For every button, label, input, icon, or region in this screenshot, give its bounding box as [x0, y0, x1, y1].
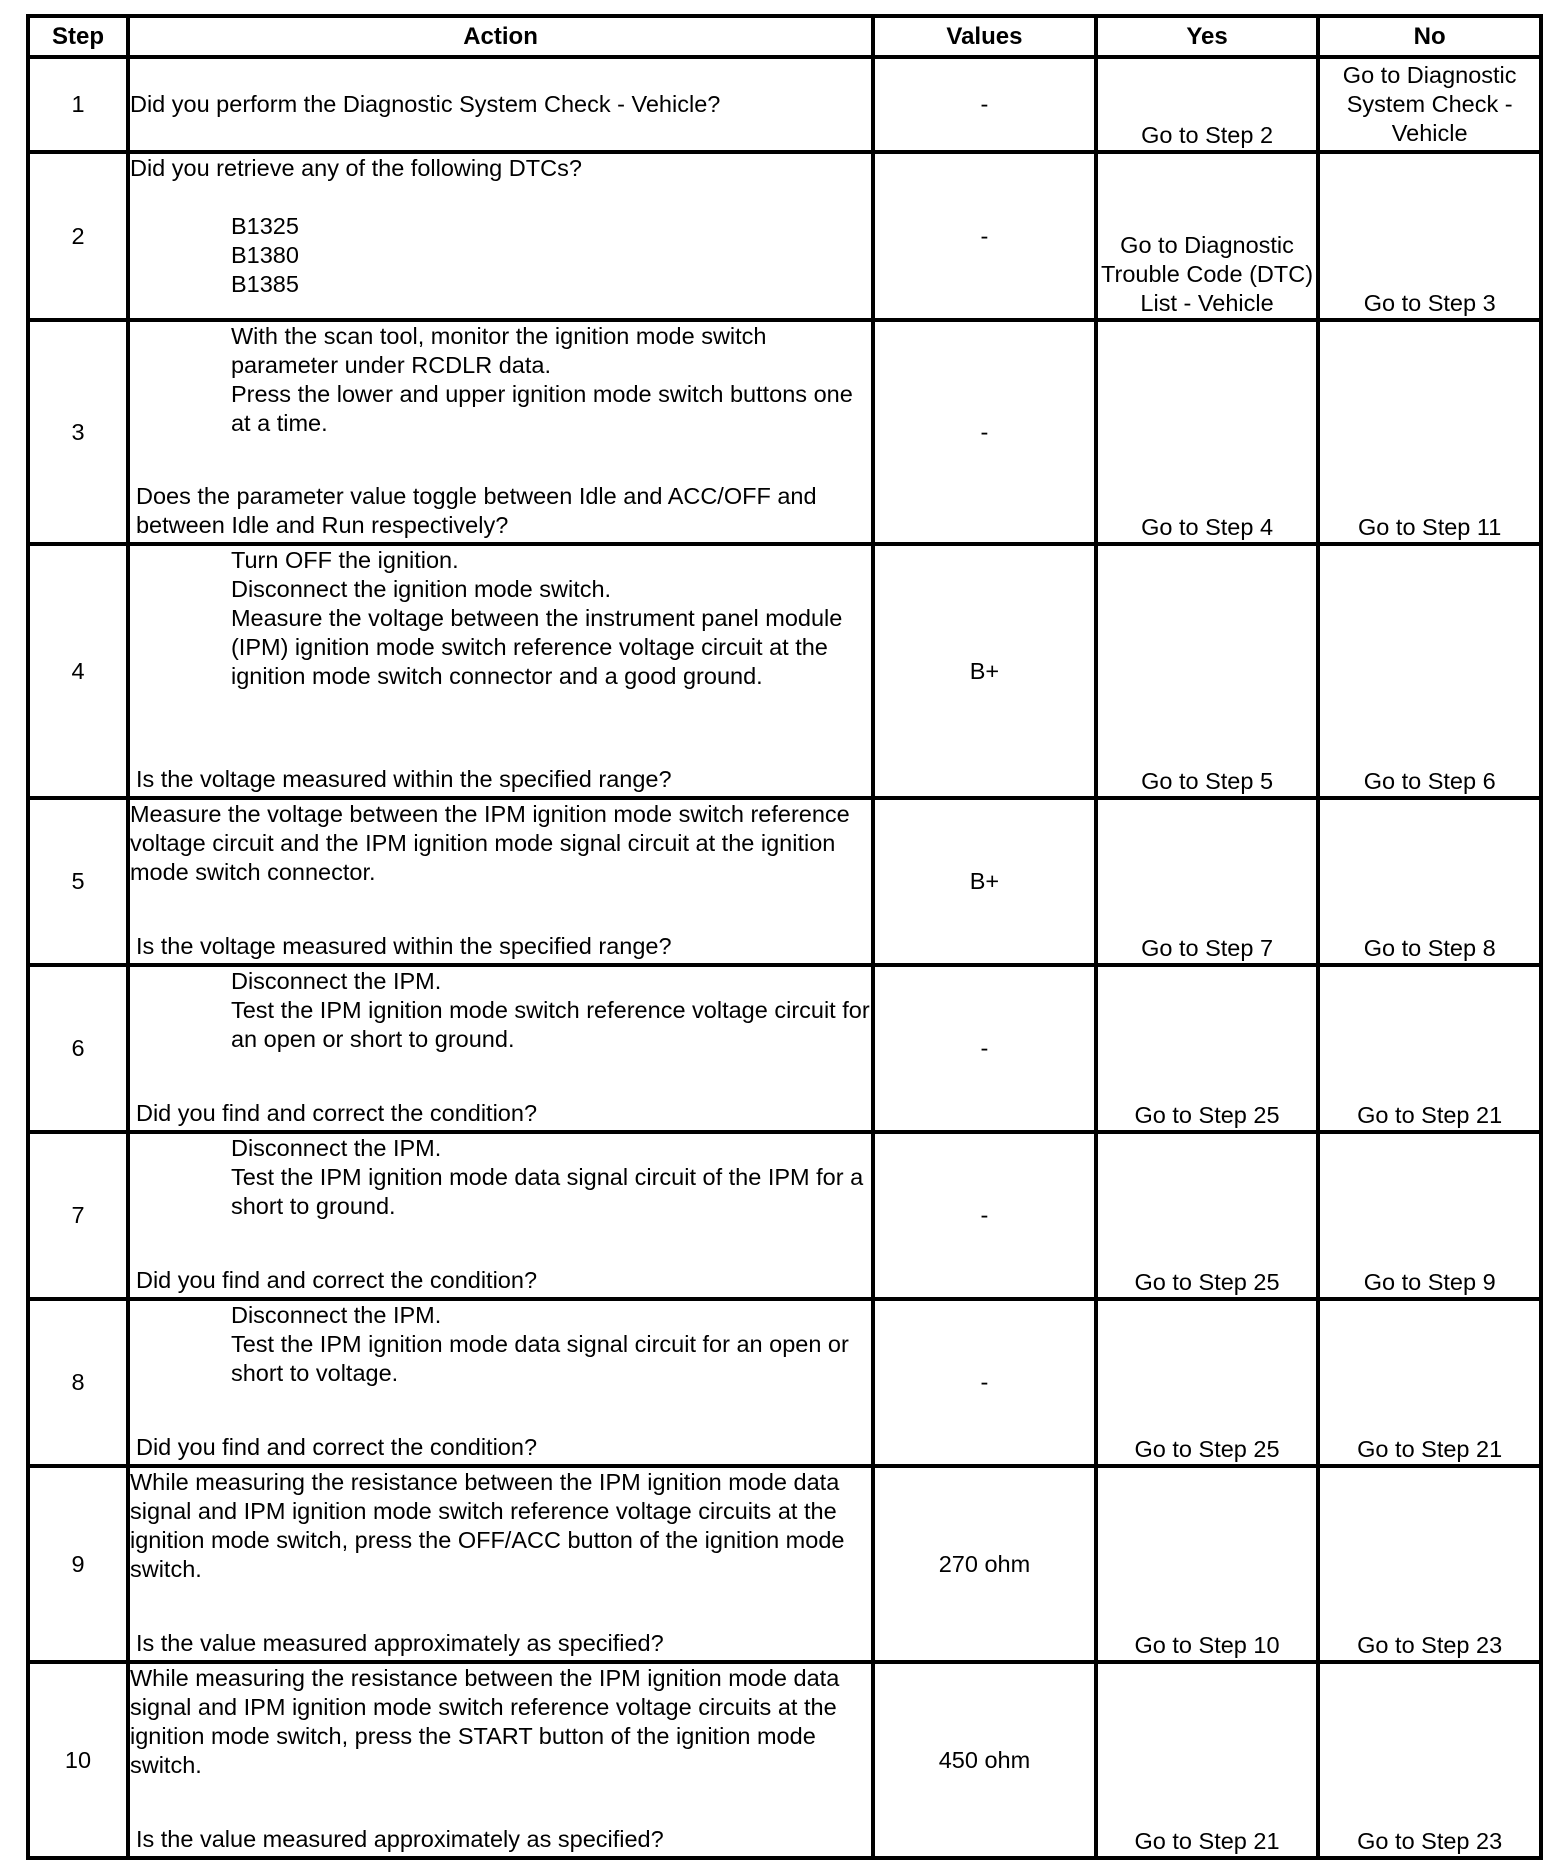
action-text: While measuring the resistance between the IPM ignition mode data signal and IPM ignition mode switch reference voltage circuits at the ignition mode switch, press the OFF/ACC button of the ignition mode switch.: [129, 1469, 845, 1582]
table-row: [28, 1132, 1541, 1299]
question-text: Does the parameter value toggle between Idle and ACC/OFF and between Idle and Run respectively?: [135, 483, 817, 538]
table-row: [28, 320, 1541, 544]
substep-text: Disconnect the IPM.: [230, 1135, 442, 1161]
question-text: Is the voltage measured within the specified range?: [135, 933, 672, 959]
question-text: Is the voltage measured within the specified range?: [135, 766, 672, 792]
action-text: While measuring the resistance between the IPM ignition mode data signal and IPM ignition mode switch reference voltage circuits at the ignition mode switch, press the START button of the ignition mode switch.: [129, 1665, 840, 1778]
action-cell: [128, 1662, 873, 1858]
value-cell: B+: [873, 798, 1096, 965]
step-number: 1: [28, 57, 128, 152]
value-cell: -: [873, 1299, 1096, 1466]
substep-text: Disconnect the IPM.: [230, 1302, 442, 1328]
value-cell: -: [873, 320, 1096, 544]
question-text: Did you find and correct the condition?: [135, 1434, 538, 1460]
diagnostic-document: [26, 14, 1543, 1860]
no-cell: Go to Step 23: [1318, 1662, 1541, 1858]
step-number: 4: [28, 544, 128, 798]
yes-cell: Go to Diagnostic Trouble Code (DTC) List - Vehicle: [1096, 152, 1319, 320]
action-text: Measure the voltage between the IPM ignition mode switch reference voltage circuit and the IPM ignition mode signal circuit at the ignition mode switch connector.: [129, 801, 850, 885]
value-cell: 450 ohm: [873, 1662, 1096, 1858]
substep-text: Disconnect the IPM.: [230, 968, 442, 994]
header-yes: Yes: [1096, 16, 1319, 57]
question-text: Did you find and correct the condition?: [135, 1100, 538, 1126]
value-cell: B+: [873, 544, 1096, 798]
no-cell: Go to Step 21: [1318, 1299, 1541, 1466]
value-cell: -: [873, 57, 1096, 152]
value-cell: -: [873, 965, 1096, 1132]
yes-cell: Go to Step 2: [1096, 57, 1319, 152]
table-row: [28, 1662, 1541, 1858]
header-no: No: [1318, 16, 1541, 57]
header-step: Step: [28, 16, 128, 57]
no-cell: Go to Diagnostic System Check - Vehicle: [1318, 57, 1541, 152]
action-text: Did you perform the Diagnostic System Check - Vehicle?: [129, 91, 721, 117]
question-text: Did you find and correct the condition?: [135, 1267, 538, 1293]
value-cell: -: [873, 1132, 1096, 1299]
action-cell: [128, 57, 873, 152]
table-row: [28, 544, 1541, 798]
action-cell: [128, 1466, 873, 1662]
action-cell: [128, 152, 873, 320]
dtc-code: B1380: [230, 242, 299, 268]
step-number: 2: [28, 152, 128, 320]
yes-cell: Go to Step 21: [1096, 1662, 1319, 1858]
dtc-code: B1325: [230, 213, 299, 239]
no-cell: Go to Step 23: [1318, 1466, 1541, 1662]
table-row: [28, 152, 1541, 320]
header-values: Values: [873, 16, 1096, 57]
step-number: 10: [28, 1662, 128, 1858]
step-number: 5: [28, 798, 128, 965]
action-text: Did you retrieve any of the following DTCs?: [129, 155, 582, 181]
header-action: Action: [128, 16, 873, 57]
substep-text: Measure the voltage between the instrument panel module (IPM) ignition mode switch reference voltage circuit at the ignition mode switch connector and a good ground.: [230, 605, 843, 689]
action-cell: [128, 544, 873, 798]
substep-text: Turn OFF the ignition.: [230, 547, 459, 573]
yes-cell: Go to Step 10: [1096, 1466, 1319, 1662]
yes-cell: Go to Step 25: [1096, 1132, 1319, 1299]
yes-cell: Go to Step 25: [1096, 1299, 1319, 1466]
question-text: Is the value measured approximately as specified?: [135, 1630, 664, 1656]
table-row: [28, 1466, 1541, 1662]
substep-text: Test the IPM ignition mode switch reference voltage circuit for an open or short to ground.: [230, 997, 870, 1052]
no-cell: Go to Step 11: [1318, 320, 1541, 544]
action-cell: [128, 1132, 873, 1299]
header-row: [28, 16, 1541, 57]
substep-text: With the scan tool, monitor the ignition mode switch parameter under RCDLR data.: [230, 323, 767, 378]
substep-text: Press the lower and upper ignition mode switch buttons one at a time.: [230, 381, 853, 436]
no-cell: Go to Step 6: [1318, 544, 1541, 798]
step-number: 7: [28, 1132, 128, 1299]
substep-text: Disconnect the ignition mode switch.: [230, 576, 612, 602]
no-cell: Go to Step 21: [1318, 965, 1541, 1132]
value-cell: 270 ohm: [873, 1466, 1096, 1662]
yes-cell: Go to Step 25: [1096, 965, 1319, 1132]
yes-cell: Go to Step 7: [1096, 798, 1319, 965]
value-cell: -: [873, 152, 1096, 320]
step-number: 8: [28, 1299, 128, 1466]
no-cell: Go to Step 9: [1318, 1132, 1541, 1299]
action-cell: [128, 965, 873, 1132]
question-text: Is the value measured approximately as specified?: [135, 1826, 664, 1852]
dtc-list: [130, 212, 871, 299]
action-cell: [128, 1299, 873, 1466]
table-row: [28, 1299, 1541, 1466]
step-number: 9: [28, 1466, 128, 1662]
table-row: [28, 965, 1541, 1132]
action-cell: [128, 320, 873, 544]
step-number: 6: [28, 965, 128, 1132]
substep-text: Test the IPM ignition mode data signal circuit of the IPM for a short to ground.: [230, 1164, 864, 1219]
dtc-code: B1385: [230, 271, 299, 297]
no-cell: Go to Step 3: [1318, 152, 1541, 320]
table-row: [28, 798, 1541, 965]
table-row: [28, 57, 1541, 152]
step-number: 3: [28, 320, 128, 544]
yes-cell: Go to Step 4: [1096, 320, 1319, 544]
yes-cell: Go to Step 5: [1096, 544, 1319, 798]
substep-text: Test the IPM ignition mode data signal circuit for an open or short to voltage.: [230, 1331, 849, 1386]
no-cell: Go to Step 8: [1318, 798, 1541, 965]
diagnostic-table: [26, 14, 1543, 1860]
action-cell: [128, 798, 873, 965]
